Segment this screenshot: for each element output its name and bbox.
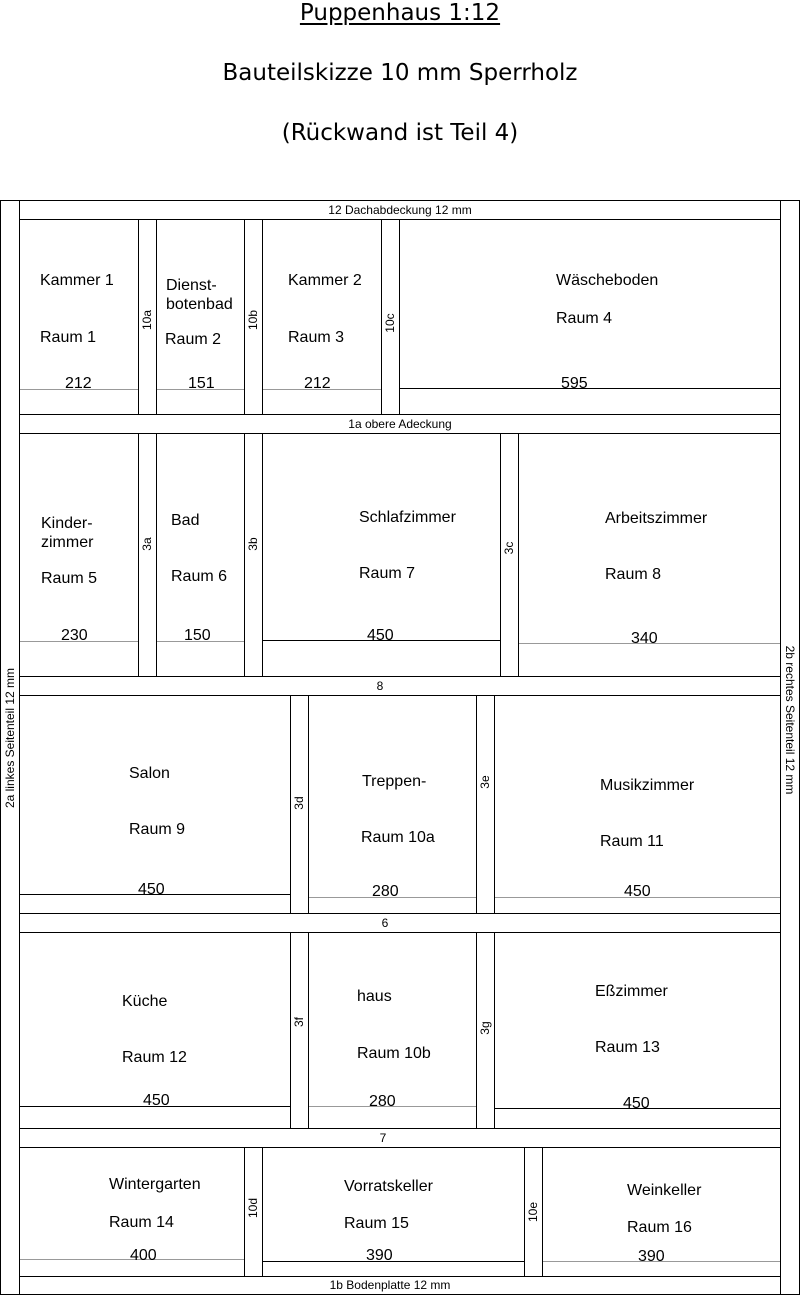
room-6-label: Raum 6 xyxy=(171,568,228,585)
divider-10b-label: 10b xyxy=(246,309,260,331)
room-16-width: 390 xyxy=(638,1248,665,1265)
right-side-label: 2b rechtes Seitenteil 12 mm xyxy=(783,645,797,795)
room-5-label: Raum 5 xyxy=(41,570,98,587)
bottom-label: 1b Bodenplatte 12 mm xyxy=(329,1278,451,1292)
room-16-name: Weinkeller xyxy=(627,1182,702,1199)
divider-3g-label: 3g xyxy=(478,1021,492,1035)
room-10b-label: Raum 10b xyxy=(357,1045,431,1062)
page-title: Puppenhaus 1:12 xyxy=(299,0,501,26)
room-10a-label: Raum 10a xyxy=(361,829,435,846)
room-13-width: 450 xyxy=(623,1095,650,1112)
shelf-6-label: 6 xyxy=(381,916,389,930)
room-6-width: 150 xyxy=(184,627,211,644)
room-3-name: Kammer 2 xyxy=(288,272,362,289)
room-7-name: Schlafzimmer xyxy=(359,509,456,526)
room-1-label: Raum 1 xyxy=(40,329,97,346)
top-cover-label: 1a obere Adeckung xyxy=(348,417,452,431)
room-5-name: Kinder- zimmer xyxy=(41,515,94,551)
room-11-width: 450 xyxy=(624,883,651,900)
room-7-label: Raum 7 xyxy=(359,565,416,582)
room-12-label: Raum 12 xyxy=(122,1049,187,1066)
room-4-label: Raum 4 xyxy=(556,310,613,327)
divider-3e-label: 3e xyxy=(478,775,492,789)
room-2-label: Raum 2 xyxy=(165,331,222,348)
shelf-8-label: 8 xyxy=(376,679,384,693)
room-8-width: 340 xyxy=(631,630,658,647)
room-6-name: Bad xyxy=(171,512,200,529)
room-15-label: Raum 15 xyxy=(344,1215,409,1232)
room-11-name: Musikzimmer xyxy=(600,777,695,794)
room-13-name: Eßzimmer xyxy=(595,983,668,1000)
divider-3f-label: 3f xyxy=(292,1017,306,1028)
room-1-width: 212 xyxy=(65,375,92,392)
shelf-7-label: 7 xyxy=(379,1131,387,1145)
divider-3b-label: 3b xyxy=(246,537,260,551)
room-2-name: Dienst- botenbad xyxy=(166,277,233,313)
room-12-width: 450 xyxy=(143,1092,170,1109)
room-13-label: Raum 13 xyxy=(595,1039,660,1056)
room-3-label: Raum 3 xyxy=(288,329,345,346)
room-4-name: Wäscheboden xyxy=(556,272,659,289)
room-10a-width: 280 xyxy=(372,883,399,900)
divider-3e xyxy=(476,695,495,914)
room-15-name: Vorratskeller xyxy=(344,1178,433,1195)
room-16-label: Raum 16 xyxy=(627,1219,692,1236)
room-15-width: 390 xyxy=(366,1247,393,1264)
room-14-width: 400 xyxy=(130,1247,157,1264)
roof-label: 12 Dachabdeckung 12 mm xyxy=(328,203,472,217)
room-5-width: 230 xyxy=(61,627,88,644)
divider-10a-label: 10a xyxy=(140,309,154,331)
divider-3c-label: 3c xyxy=(502,541,516,555)
note: (Rückwand ist Teil 4) xyxy=(281,120,519,146)
room-9-width: 450 xyxy=(138,881,165,898)
room-10b-width: 280 xyxy=(369,1093,396,1110)
room-1-name: Kammer 1 xyxy=(40,272,114,289)
room-4-width: 595 xyxy=(561,375,588,392)
room-3-width: 212 xyxy=(304,375,331,392)
divider-3a-label: 3a xyxy=(140,537,154,551)
room-2-width: 151 xyxy=(188,375,215,392)
room-7-width: 450 xyxy=(367,627,394,644)
subtitle: Bauteilskizze 10 mm Sperrholz xyxy=(222,60,578,86)
divider-10c-label: 10c xyxy=(383,313,397,333)
left-side-label: 2a linkes Seitenteil 12 mm xyxy=(3,667,17,809)
room-9-name: Salon xyxy=(129,765,170,782)
divider-10e-label: 10e xyxy=(526,1201,540,1223)
room-9-label: Raum 9 xyxy=(129,821,186,838)
room-14-label: Raum 14 xyxy=(109,1214,174,1231)
room-8-label: Raum 8 xyxy=(605,566,662,583)
divider-3d-label: 3d xyxy=(292,796,306,810)
divider-10d-label: 10d xyxy=(246,1197,260,1219)
room-14-name: Wintergarten xyxy=(109,1176,201,1193)
room-10a-name: Treppen- xyxy=(362,773,427,790)
room-8-name: Arbeitszimmer xyxy=(605,510,708,527)
room-11-label: Raum 11 xyxy=(600,833,664,850)
room-10b-name: haus xyxy=(357,988,392,1005)
room-12-name: Küche xyxy=(122,993,168,1010)
